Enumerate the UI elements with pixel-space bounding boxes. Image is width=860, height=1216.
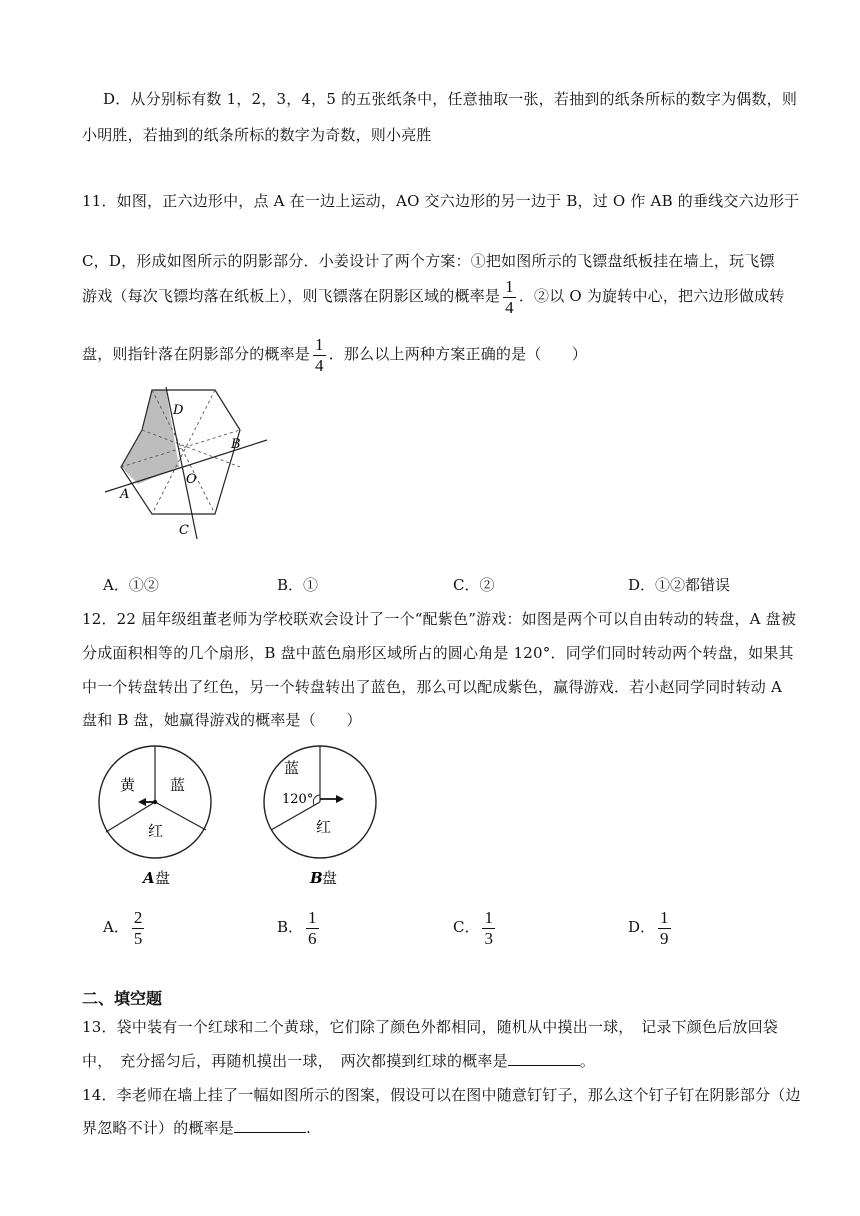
q11-line2: C，D，形成如图所示的阴影部分．小姜设计了两个方案：①把如图所示的飞镖盘纸板挂在墙上，玩飞镖 [82,252,775,270]
q11-line1: 11．如图，正六边形中，点 A 在一边上运动，AO 交六边形的另一边于 B，过 O 作 AB 的垂线交六边形于 [82,192,800,210]
shaded-region [121,390,179,484]
disk-a-blue-label: 蓝 [170,776,186,794]
disk-b-red-label: 红 [316,818,332,836]
pointer-arrow-icon [336,795,344,803]
q12-line4: 盘和 B 盘，她赢得游戏的概率是（ ） [82,711,362,729]
q12-line2: 分成面积相等的几个扇形，B 盘中蓝色扇形区域所占的圆心角是 120°．同学们同时转动两个转盘，如果其 [82,644,794,662]
q12-line1: 12．22 届年级组董老师为学校联欢会设计了一个“配紫色”游戏：如图是两个可以自由转动的转盘，A 盘被 [82,610,797,628]
disk-a-figure [96,743,216,893]
label-b: B [231,437,241,452]
disk-b-caption-word: 盘 [322,869,338,887]
label-a: A [120,487,130,502]
q12-choice-b: B． $\frac{1}{6}$ [277,907,317,948]
answer-blank [508,1051,580,1066]
q11-choice-c: C．② [453,576,495,594]
q14-line1: 14．李老师在墙上挂了一幅如图所示的图案，假设可以在图中随意钉钉子，那么这个钉子钉在阴影部分（边 [82,1086,801,1104]
q13-line2: 中， 充分摇匀后，再随机摸出一球， 两次都摸到红球的概率是 。 [82,1052,596,1070]
disk-a-yellow-label: 黄 [120,776,136,794]
q10-option-d-line1: D．从分别标有数 1，2，3，4，5 的五张纸条中，任意抽取一张，若抽到的纸条所标的数字为偶数，则 [103,90,798,108]
disk-a-caption-word: 盘 [155,869,171,887]
label-d: D [173,403,184,418]
q14-line2: 界忽略不计）的概率是 . [82,1119,311,1137]
hexagon-figure [100,383,280,543]
disk-a-caption-letter: A [143,869,155,887]
section-title-fill-in: 二、填空题 [82,989,163,1008]
q11-choice-b: B．① [277,576,319,594]
disk-b-caption-letter: B [310,869,323,887]
pointer-arrow-icon [138,798,146,806]
q13-line1: 13．袋中装有一个红球和二个黄球，它们除了颜色外都相同，随机从中摸出一球， 记录下颜色后放回袋 [82,1018,778,1036]
q12-choice-a: A． $\frac{2}{5}$ [103,907,143,948]
label-o: O [186,472,197,487]
q10-option-d-line2: 小明胜，若抽到的纸条所标的数字为奇数，则小亮胜 [82,126,432,144]
answer-blank [234,1118,306,1133]
q11-line4: 盘，则指针落在阴影部分的概率是 $\frac{1}{4}$ ．那么以上两种方案正确的是（ ） [82,334,588,375]
q12-choice-d: D． $\frac{1}{9}$ [628,907,669,948]
q11-line3: 游戏（每次飞镖均落在纸板上），则飞镖落在阴影区域的概率是 $\frac{1}{4}$ ．②以 O 为旋转中心，把六边形做成转 [82,276,785,317]
q11-choice-a: A．①② [103,576,159,594]
disk-b-figure [260,743,380,893]
q11-choice-d: D．①②都错误 [628,576,731,594]
disk-a-red-label: 红 [148,822,164,840]
disk-b-blue-label: 蓝 [284,759,300,777]
fraction-one-quarter: $\frac{1}{4}$ [505,276,514,317]
label-c: C [179,523,189,538]
fraction-one-quarter-2: $\frac{1}{4}$ [315,334,324,375]
q12-choice-c: C． $\frac{1}{3}$ [453,907,493,948]
q12-line3: 中一个转盘转出了红色，另一个转盘转出了蓝色，那么可以配成紫色，赢得游戏．若小赵同学同时转动 A [82,678,783,696]
disk-b-angle-label: 120° [282,792,314,807]
